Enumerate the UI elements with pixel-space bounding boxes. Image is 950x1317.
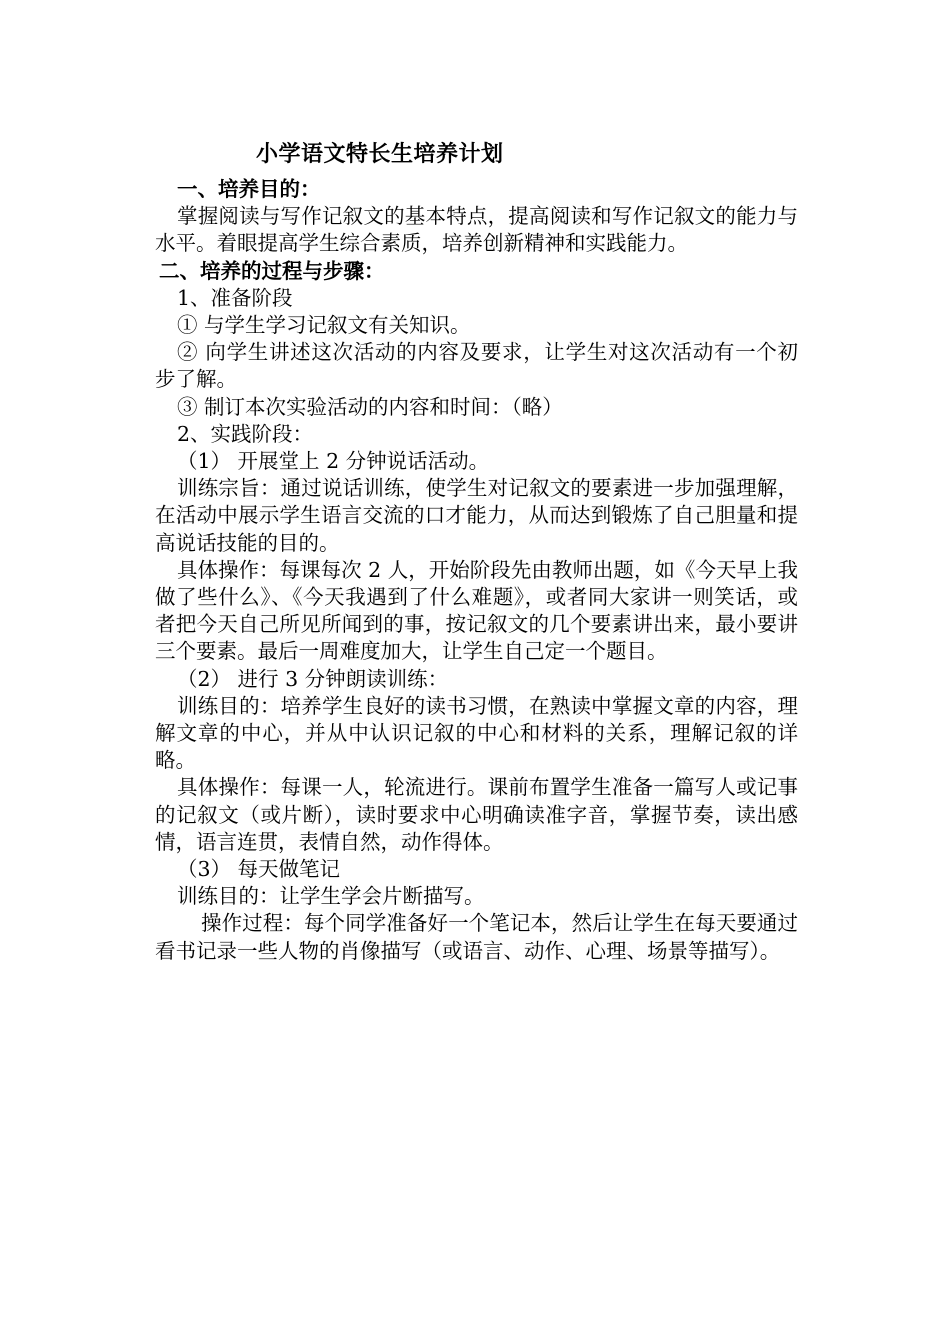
activity-paragraph: 操作过程：每个同学准备好一个笔记本，然后让学生在每天要通过看书记录一些人物的肖像描写（或语言、动作、心理、场景等描写）。 (155, 911, 798, 963)
section-paragraph-purpose: 掌握阅读与写作记叙文的基本特点，提高阅读和写作记叙文的能力与水平。着眼提高学生综合素质，培养创新精神和实践能力。 (155, 204, 798, 256)
activity-paragraph: 具体操作：每课每次 2 人，开始阶段先由教师出题，如《今天早上我做了些什么》、《今天我遇到了什么难题》，或者同大家讲一则笑话，或者把今天自己所见所闻到的事，按记叙文的几个要素讲出来，最小要讲三个要素。最后一周难度加大，让学生自己定一个题目。 (155, 557, 798, 664)
activity-paragraph: 训练目的：让学生学会片断描写。 (177, 884, 485, 909)
stage-title-preparation: 1、准备阶段 (177, 285, 293, 310)
section-heading-purpose: 一、培养目的： (177, 177, 321, 201)
list-item: ③ 制订本次实验活动的内容和时间：（略） (177, 394, 563, 419)
page-title: 小学语文特长生培养计划 (256, 141, 504, 167)
stage-title-practice: 2、实践阶段： (177, 421, 314, 446)
activity-paragraph: 具体操作：每课一人，轮流进行。课前布置学生准备一篇写人或记事的记叙文（或片断），读时要求中心明确读准字音，掌握节奏，读出感情，语言连贯，表情自然，动作得体。 (155, 775, 798, 854)
activity-title: （2） 进行 3 分钟朗读训练： (177, 666, 449, 691)
list-item: ① 与学生学习记叙文有关知识。 (177, 313, 471, 338)
activity-title: （1） 开展堂上 2 分钟说话活动。 (177, 449, 490, 474)
activity-title: （3） 每天做笔记 (177, 857, 341, 882)
section-heading-process: 二、培养的过程与步骤： (159, 258, 385, 283)
activity-paragraph: 训练宗旨：通过说话训练，使学生对记叙文的要素进一步加强理解，在活动中展示学生语言交流的口才能力，从而达到锻炼了自己胆量和提高说话技能的目的。 (155, 476, 798, 555)
document-body (155, 136, 798, 965)
activity-paragraph: 训练目的：培养学生良好的读书习惯，在熟读中掌握文章的内容，理解文章的中心，并从中认识记叙的中心和材料的关系，理解记叙的详略。 (155, 693, 798, 773)
list-item: ② 向学生讲述这次活动的内容及要求，让学生对这次活动有一个初步了解。 (155, 340, 798, 392)
